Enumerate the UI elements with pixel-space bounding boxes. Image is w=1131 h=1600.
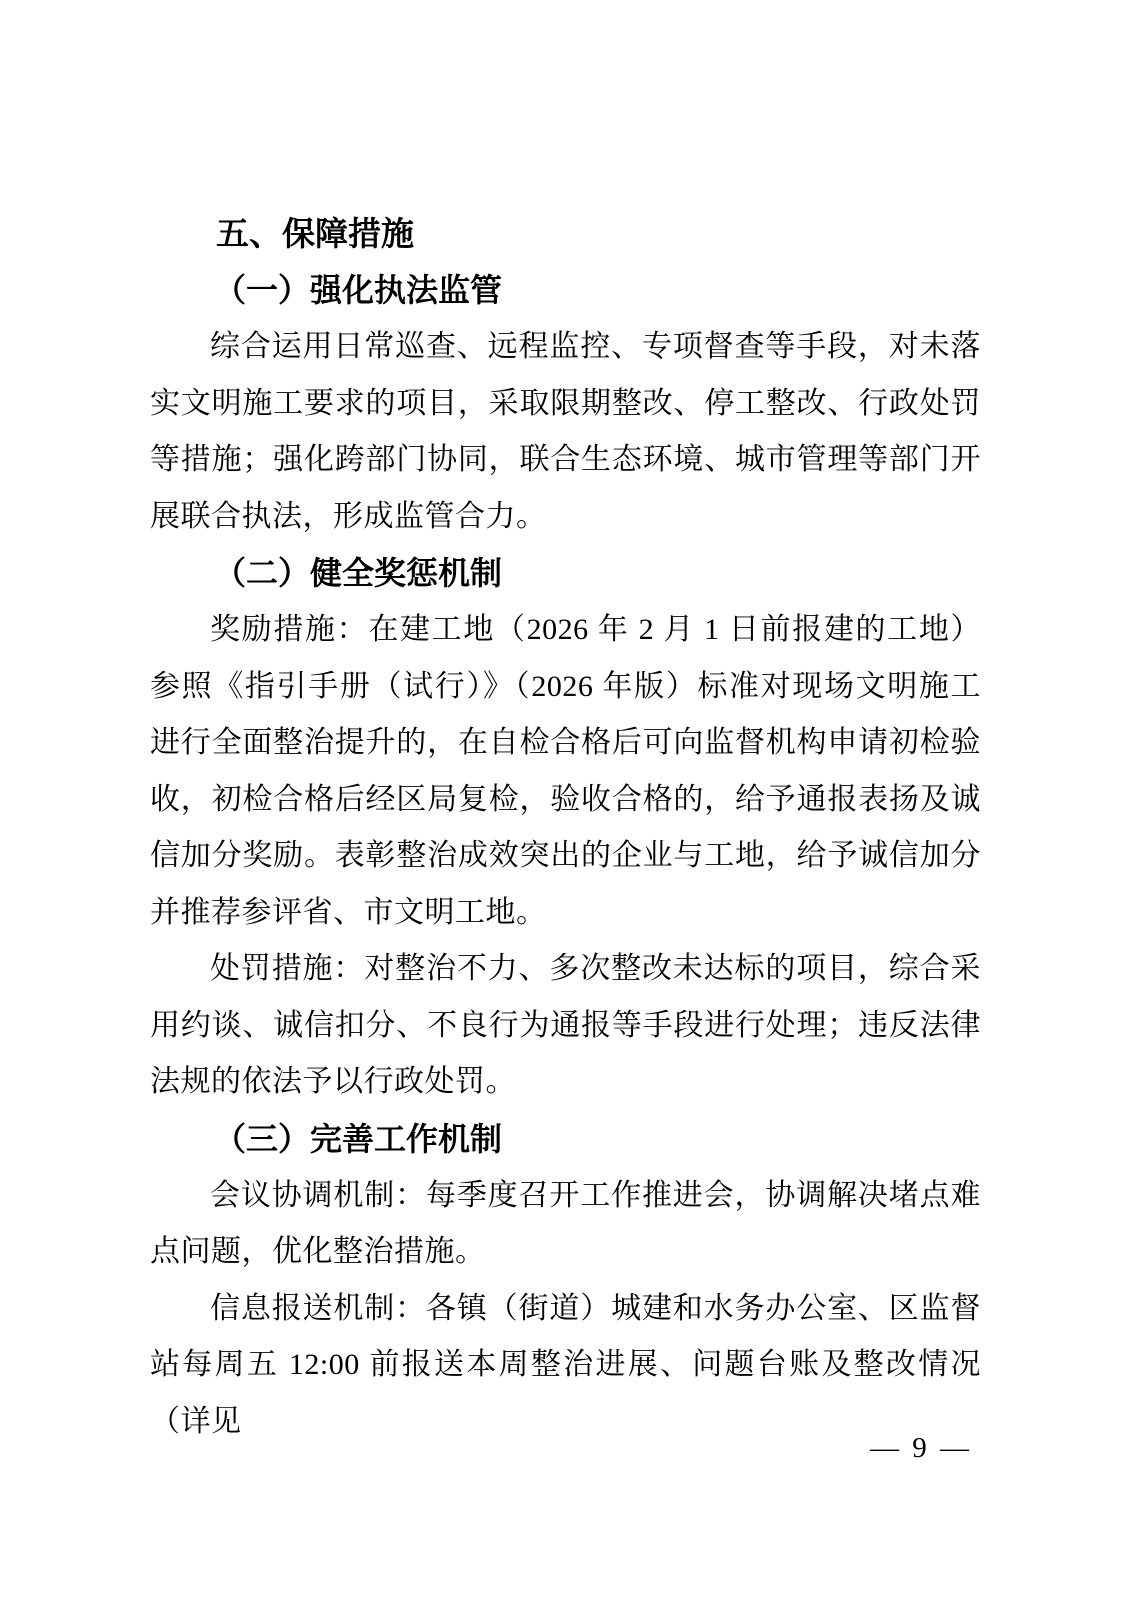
paragraph-enforcement: 综合运用日常巡查、远程监控、专项督查等手段，对未落实文明施工要求的项目，采取限期整改、停工整改、行政处罚等措施；强化跨部门协同，联合生态环境、城市管理等部门开展联合执法，形成监管合力。	[150, 330, 981, 533]
document-body	[150, 205, 981, 1450]
paragraph-reporting-mechanism: 信息报送机制：各镇（街道）城建和水务办公室、区监督站每周五 12:00 前报送本周整治进展、问题台账及整改情况（详见	[150, 1291, 981, 1438]
paragraph-meeting-mechanism: 会议协调机制：每季度召开工作推进会，协调解决堵点难点问题，优化整治措施。	[150, 1178, 981, 1268]
subsection-heading-1: （一）强化执法监管	[214, 272, 503, 308]
subsection-heading-2: （二）健全奖惩机制	[214, 555, 503, 591]
paragraph-reward-measures: 奖励措施：在建工地（2026 年 2 月 1 日前报建的工地）参照《指引手册（试行）》（2026 年版）标准对现场文明施工进行全面整治提升的，在自检合格后可向监督机构申请初检验收，初检合格后经区局复检，验收合格的，给予通报表扬及诚信加分奖励。表彰整治成效突出的企业与工地，给予诚信加分并推荐参评省、市文明工地。	[150, 613, 981, 929]
page-number: — 9 —	[870, 1432, 972, 1464]
paragraph-punishment-measures: 处罚措施：对整治不力、多次整改未达标的项目，综合采用约谈、诚信扣分、不良行为通报等手段进行处理；违反法律法规的依法予以行政处罚。	[150, 952, 981, 1098]
section-heading: 五、保障措施	[216, 215, 414, 252]
subsection-heading-3: （三）完善工作机制	[214, 1120, 503, 1157]
